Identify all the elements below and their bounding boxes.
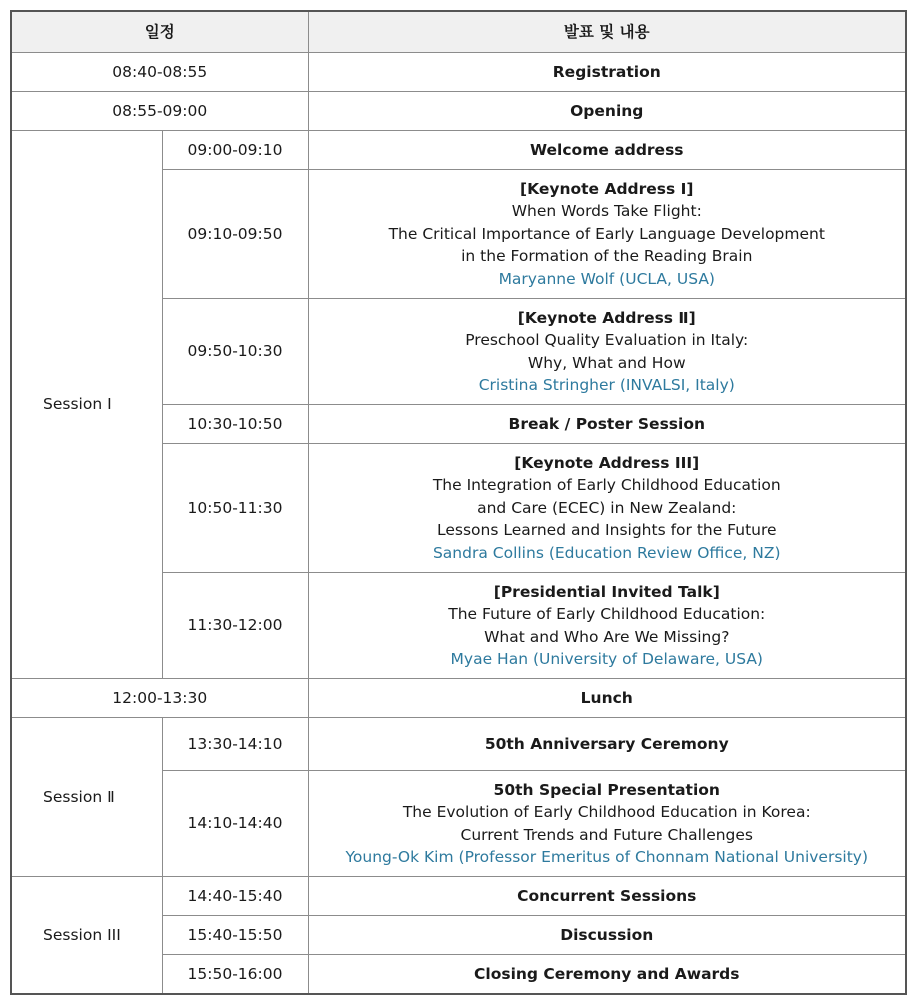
talk-line: What and Who Are We Missing?: [484, 627, 730, 646]
schedule-header: 일정: [11, 11, 308, 53]
content-header: 발표 및 내용: [308, 11, 906, 53]
talk-title: [Presidential Invited Talk]: [493, 582, 720, 601]
time-cell: 10:30-10:50: [162, 405, 308, 444]
speaker-name: Cristina Stringher (INVALSI, Italy): [478, 376, 735, 394]
title-cell: Registration: [308, 53, 906, 92]
talk-line: The Future of Early Childhood Education:: [448, 605, 766, 623]
header-row: [11, 11, 906, 53]
time-cell: 09:50-10:30: [162, 299, 308, 405]
title-cell: Concurrent Sessions: [308, 877, 906, 916]
content-cell: [308, 573, 906, 679]
session-label: Session Ⅱ: [11, 718, 162, 877]
content-cell: [308, 299, 906, 405]
talk-title: [Keynote Address III]: [514, 453, 700, 472]
time-cell: 15:50-16:00: [162, 955, 308, 994]
table-row: [11, 877, 906, 916]
talk-title: [Keynote Address Ⅰ]: [520, 179, 694, 198]
talk-line: Current Trends and Future Challenges: [460, 825, 754, 844]
table-row: [11, 92, 906, 131]
table-row: [11, 679, 906, 718]
title-cell: Break / Poster Session: [308, 405, 906, 444]
schedule-table: [10, 10, 907, 995]
title-cell: Opening: [308, 92, 906, 131]
session-label: Session III: [11, 877, 162, 994]
session-label: Session Ⅰ: [11, 131, 162, 679]
talk-line: Preschool Quality Evaluation in Italy:: [465, 331, 749, 349]
table-row: [11, 718, 906, 771]
title-cell: Discussion: [308, 916, 906, 955]
title-cell: Welcome address: [308, 131, 906, 170]
talk-line: and Care (ECEC) in New Zealand:: [477, 498, 737, 517]
title-cell: Closing Ceremony and Awards: [308, 955, 906, 994]
title-cell: 50th Anniversary Ceremony: [308, 718, 906, 771]
time-cell: 11:30-12:00: [162, 573, 308, 679]
time-cell: 09:00-09:10: [162, 131, 308, 170]
speaker-name: Maryanne Wolf (UCLA, USA): [498, 269, 715, 288]
talk-line: The Critical Importance of Early Language Development: [388, 224, 825, 243]
time-cell: 14:40-15:40: [162, 877, 308, 916]
time-cell: 12:00-13:30: [11, 679, 308, 718]
talk-line: in the Formation of the Reading Brain: [461, 247, 753, 266]
talk-line: The Evolution of Early Childhood Education in Korea:: [402, 803, 811, 821]
content-cell: [308, 444, 906, 573]
talk-title: [Keynote Address Ⅱ]: [517, 308, 696, 327]
talk-line: When Words Take Flight:: [511, 202, 702, 221]
talk-title: 50th Special Presentation: [493, 780, 720, 799]
content-cell: [308, 170, 906, 299]
content-cell: [308, 771, 906, 877]
talk-line: Why, What and How: [527, 353, 686, 372]
speaker-name: Myae Han (University of Delaware, USA): [450, 650, 763, 668]
time-cell: 10:50-11:30: [162, 444, 308, 573]
table-row: [11, 53, 906, 92]
time-cell: 08:40-08:55: [11, 53, 308, 92]
speaker-name: Sandra Collins (Education Review Office, NZ): [432, 543, 781, 562]
time-cell: 09:10-09:50: [162, 170, 308, 299]
time-cell: 14:10-14:40: [162, 771, 308, 877]
time-cell: 13:30-14:10: [162, 718, 308, 771]
talk-line: Lessons Learned and Insights for the Future: [436, 521, 777, 540]
title-cell: Lunch: [308, 679, 906, 718]
time-cell: 08:55-09:00: [11, 92, 308, 131]
talk-line: The Integration of Early Childhood Education: [432, 476, 781, 495]
speaker-name: Young-Ok Kim (Professor Emeritus of Chonnam National University): [345, 848, 869, 866]
time-cell: 15:40-15:50: [162, 916, 308, 955]
table-row: [11, 131, 906, 170]
